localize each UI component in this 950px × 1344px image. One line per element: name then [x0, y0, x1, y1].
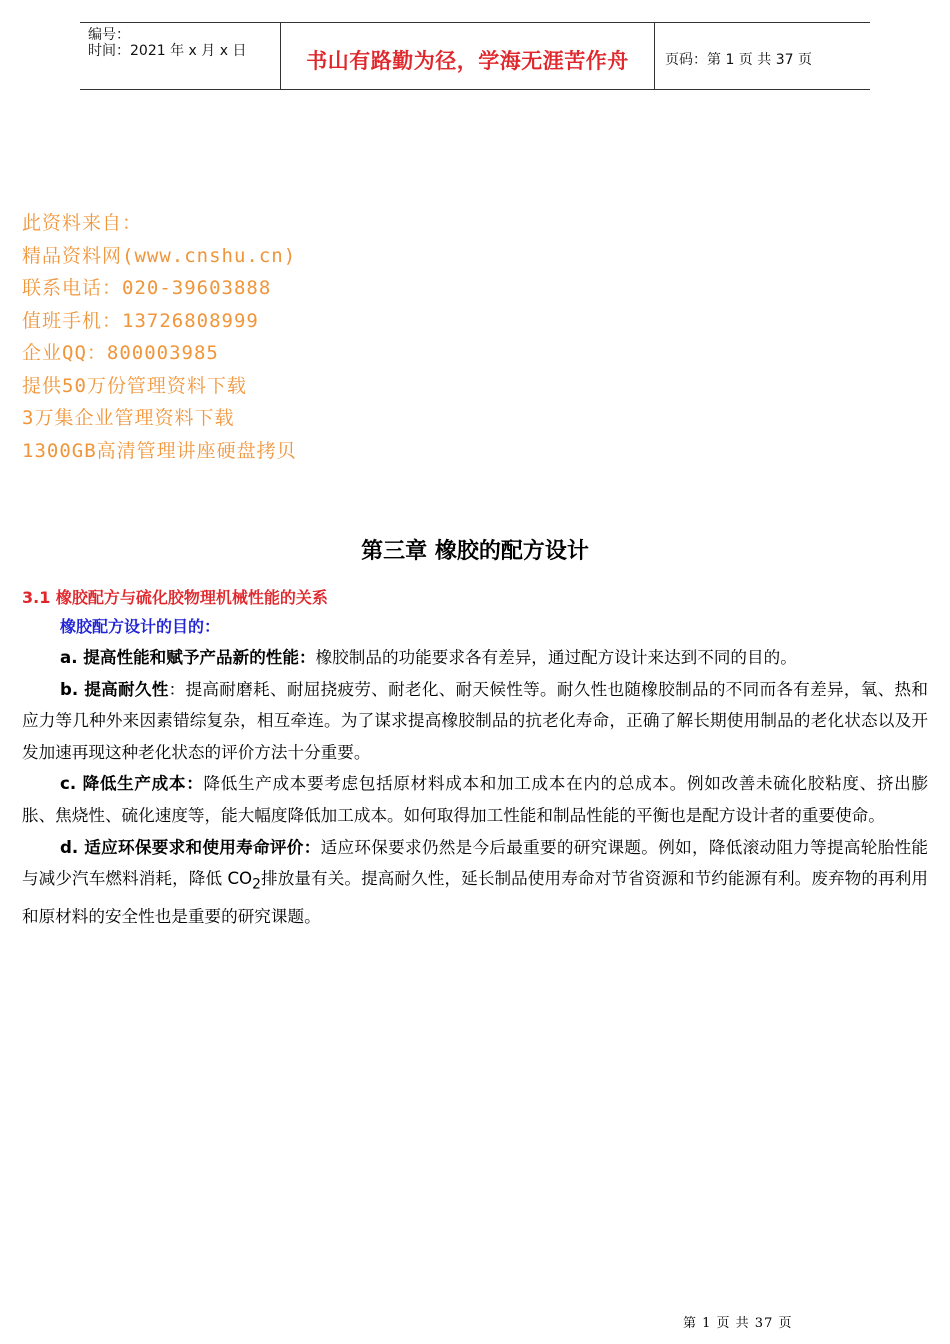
paragraph-c-label: c. 降低生产成本： — [60, 774, 204, 794]
paragraph-b-label: b. 提高耐久性 — [60, 679, 169, 699]
paragraph-a — [22, 642, 928, 674]
paragraph-d-label: d. 适应环保要求和使用寿命评价： — [60, 837, 321, 857]
page-footer: 第 1 页 共 37 页 — [683, 1316, 793, 1331]
paragraph-c-text: 降低生产成本要考虑包括原材料成本和加工成本在内的总成本。例如改善未硫化胶粘度、挤出膨胀、焦烧性、硫化速度等，能大幅度降低加工成本。如何取得加工性能和制品性能的平衡也是配方设计者的重要使命。 — [22, 774, 929, 825]
paragraph-c — [22, 768, 928, 831]
paragraph-a-label: a. 提高性能和赋予产品新的性能： — [60, 648, 316, 667]
info-line: 提供50万份管理资料下载 — [22, 374, 247, 397]
source-info-block — [22, 207, 297, 467]
chapter-title: 第三章 橡胶的配方设计 — [361, 539, 589, 564]
co2-subscript: 2 — [252, 876, 261, 893]
page-header — [80, 22, 870, 90]
header-meta-cell — [80, 23, 281, 89]
paragraph-d-text-after: 排放量有关。提高耐久性，延长制品使用寿命对节省资源和节约能源有利。废弃物的再利用和原材料的安全性也是重要的研究课题。 — [22, 869, 928, 927]
header-page-cell — [655, 23, 870, 89]
info-line: 1300GB高清管理讲座硬盘拷贝 — [22, 439, 297, 462]
body-text — [22, 642, 928, 933]
paragraph-b — [22, 674, 928, 769]
header-motto: 书山有路勤为径，学海无涯苦作舟 — [306, 48, 629, 73]
info-line: 3万集企业管理资料下载 — [22, 407, 235, 429]
section-title: 3.1 橡胶配方与硫化胶物理机械性能的关系 — [22, 588, 328, 607]
paragraph-a-text: 橡胶制品的功能要求各有差异，通过配方设计来达到不同的目的。 — [315, 648, 797, 667]
header-motto-cell — [281, 23, 655, 89]
paragraph-d-text-before: 适应环保要求仍然是今后最重要的研究课题。例如，降低滚动阻力等提高轮胎性能与减少汽车燃料消耗，降低 CO — [22, 837, 928, 889]
document-time-label: 时间：2021 年 x 月 x 日 — [88, 43, 247, 59]
info-line: 联系电话：020-39603888 — [22, 277, 272, 299]
info-line: 值班手机：13726808999 — [22, 309, 259, 332]
paragraph-b-text: ：提高耐磨耗、耐屈挠疲劳、耐老化、耐天候性等。耐久性也随橡胶制品的不同而各有差异，氧、热和应力等几种外来因素错综复杂，相互牵连。为了谋求提高橡胶制品的抗老化寿命，正确了解长期使用制品的老化状态以及开发加速再现这种老化状态的评价方法十分重要。 — [22, 679, 928, 762]
info-line: 企业QQ：800003985 — [22, 342, 219, 364]
document-number-label: 编号： — [88, 27, 130, 43]
info-line: 此资料来自： — [22, 212, 143, 234]
header-page-code: 页码：第 1 页 共 37 页 — [665, 52, 812, 68]
paragraph-d — [22, 832, 928, 933]
purpose-heading: 橡胶配方设计的目的： — [60, 617, 221, 636]
info-line: 精品资料网(www.cnshu.cn) — [22, 244, 297, 267]
